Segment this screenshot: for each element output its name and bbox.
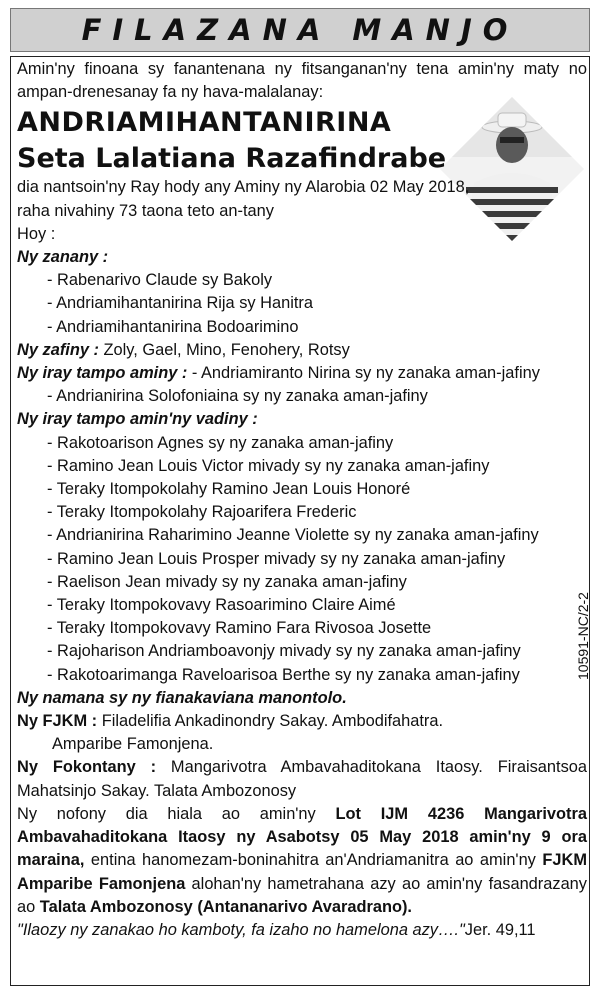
grandchildren-text: Zoly, Gael, Mino, Fenohery, Rotsy xyxy=(98,340,350,359)
grandchildren-line xyxy=(17,339,587,362)
spouse-siblings-label: Ny iray tampo amin'ny vadiny : xyxy=(17,410,258,429)
hoy-label: Hoy : xyxy=(17,224,56,243)
burial-text-2: entina hanomezam-boninahitra an'Andriamanitra ao amin'ny xyxy=(84,851,543,870)
list-item: - Raelison Jean mivady sy ny zanaka aman-jafiny xyxy=(47,572,407,591)
burial-tomb: Talata Ambozonosy (Antananarivo Avaradrano). xyxy=(39,897,412,916)
deceased-surname: ANDRIAMIHANTANIRINA xyxy=(17,107,392,139)
fokontany-line xyxy=(17,756,587,802)
list-item: - Rajoharison Andriamboavonjy mivady sy ny zanaka aman-jafiny xyxy=(47,642,521,661)
children-label: Ny zanany : xyxy=(17,248,109,267)
grandchildren-label: Ny zafiny : xyxy=(17,340,99,359)
list-item: - Rakotoarimanga Raveloarisoa Berthe sy ny zanaka aman-jafiny xyxy=(47,665,520,684)
siblings-line xyxy=(17,362,587,385)
list-item: - Rabenarivo Claude sy Bakoly xyxy=(47,271,273,290)
fokontany-text: Mangarivotra Ambavahaditokana Itaosy. Firaisantsoa Mahatsinjo Sakay. Talata Ambozonosy xyxy=(17,758,587,800)
notice-body xyxy=(17,58,587,942)
list-item: - Andriamihantanirina Bodoarimino xyxy=(47,317,299,336)
list-item: - Andriamihantanirina Rija sy Hanitra xyxy=(47,294,314,313)
fjkm-text-2: Amparibe Famonjena. xyxy=(52,735,214,754)
list-item: - Ramino Jean Louis Victor mivady sy ny zanaka aman-jafiny xyxy=(47,456,490,475)
fokontany-label: Ny Fokontany : xyxy=(17,758,157,777)
bible-reference: Jer. 49,11 xyxy=(464,920,536,939)
notice-header xyxy=(10,8,590,52)
fjkm-label: Ny FJKM : xyxy=(17,712,98,731)
burial-text-3: alohan'ny hametrahana azy ao amin'ny fasandrazany ao xyxy=(17,874,587,916)
list-item: - Andrianirina Raharimino Jeanne Violette sy ny zanaka aman-jafiny xyxy=(47,526,539,545)
fjkm-text: Filadelifia Ankadinondry Sakay. Ambodifahatra. xyxy=(97,712,444,731)
death-line-2: raha nivahiny 73 taona teto an-tany xyxy=(17,201,274,220)
siblings-label: Ny iray tampo aminy : xyxy=(17,364,188,383)
burial-paragraph xyxy=(17,803,587,919)
fjkm-line xyxy=(17,710,587,733)
list-item: - Ramino Jean Louis Prosper mivady sy ny zanaka aman-jafiny xyxy=(47,549,506,568)
intro-text: Amin'ny finoana sy fanantenana ny fitsanganan'ny tena amin'ny maty no ampan-drenesanay fa ny hava-malalanay: xyxy=(17,60,587,102)
list-item: - Teraky Itompokolahy Ramino Jean Louis Honoré xyxy=(47,480,411,499)
list-item: - Teraky Itompokolahy Rajoarifera Frederic xyxy=(47,503,357,522)
bible-quote-line xyxy=(17,919,587,942)
death-line-1: dia nantsoin'ny Ray hody any Aminy ny Alarobia 02 May 2018, xyxy=(17,178,470,197)
siblings-first: - Andriamiranto Nirina sy ny zanaka aman-jafiny xyxy=(187,364,540,383)
list-item: - Teraky Itompokovavy Ramino Fara Rivosoa Josette xyxy=(47,619,432,638)
burial-location: Lot IJM 4236 Mangarivotra Ambavahaditokana Itaosy ny Asabotsy 05 May 2018 amin'ny 9 ora maraina, xyxy=(17,804,587,870)
burial-text-1: Ny nofony dia hiala ao amin'ny xyxy=(17,804,336,823)
bible-quote: "Ilaozy ny zanakao ho kamboty, fa izaho no hamelona azy…." xyxy=(17,920,465,939)
list-item: - Rakotoarison Agnes sy ny zanaka aman-jafiny xyxy=(47,433,394,452)
reference-code: 10591-NC/2-2 xyxy=(575,592,591,680)
relatives-line: Ny namana sy ny fianakaviana manontolo. xyxy=(17,688,347,707)
burial-church: FJKM Amparibe Famonjena xyxy=(17,851,587,893)
list-item: - Teraky Itompokovavy Rasoarimino Claire Aimé xyxy=(47,596,396,615)
deceased-given-names: Seta Lalatiana Razafindrabe xyxy=(17,143,447,175)
header-title: FILAZANA MANJO xyxy=(81,13,519,47)
list-item: - Andrianirina Solofoniaina sy ny zanaka aman-jafiny xyxy=(47,387,428,406)
